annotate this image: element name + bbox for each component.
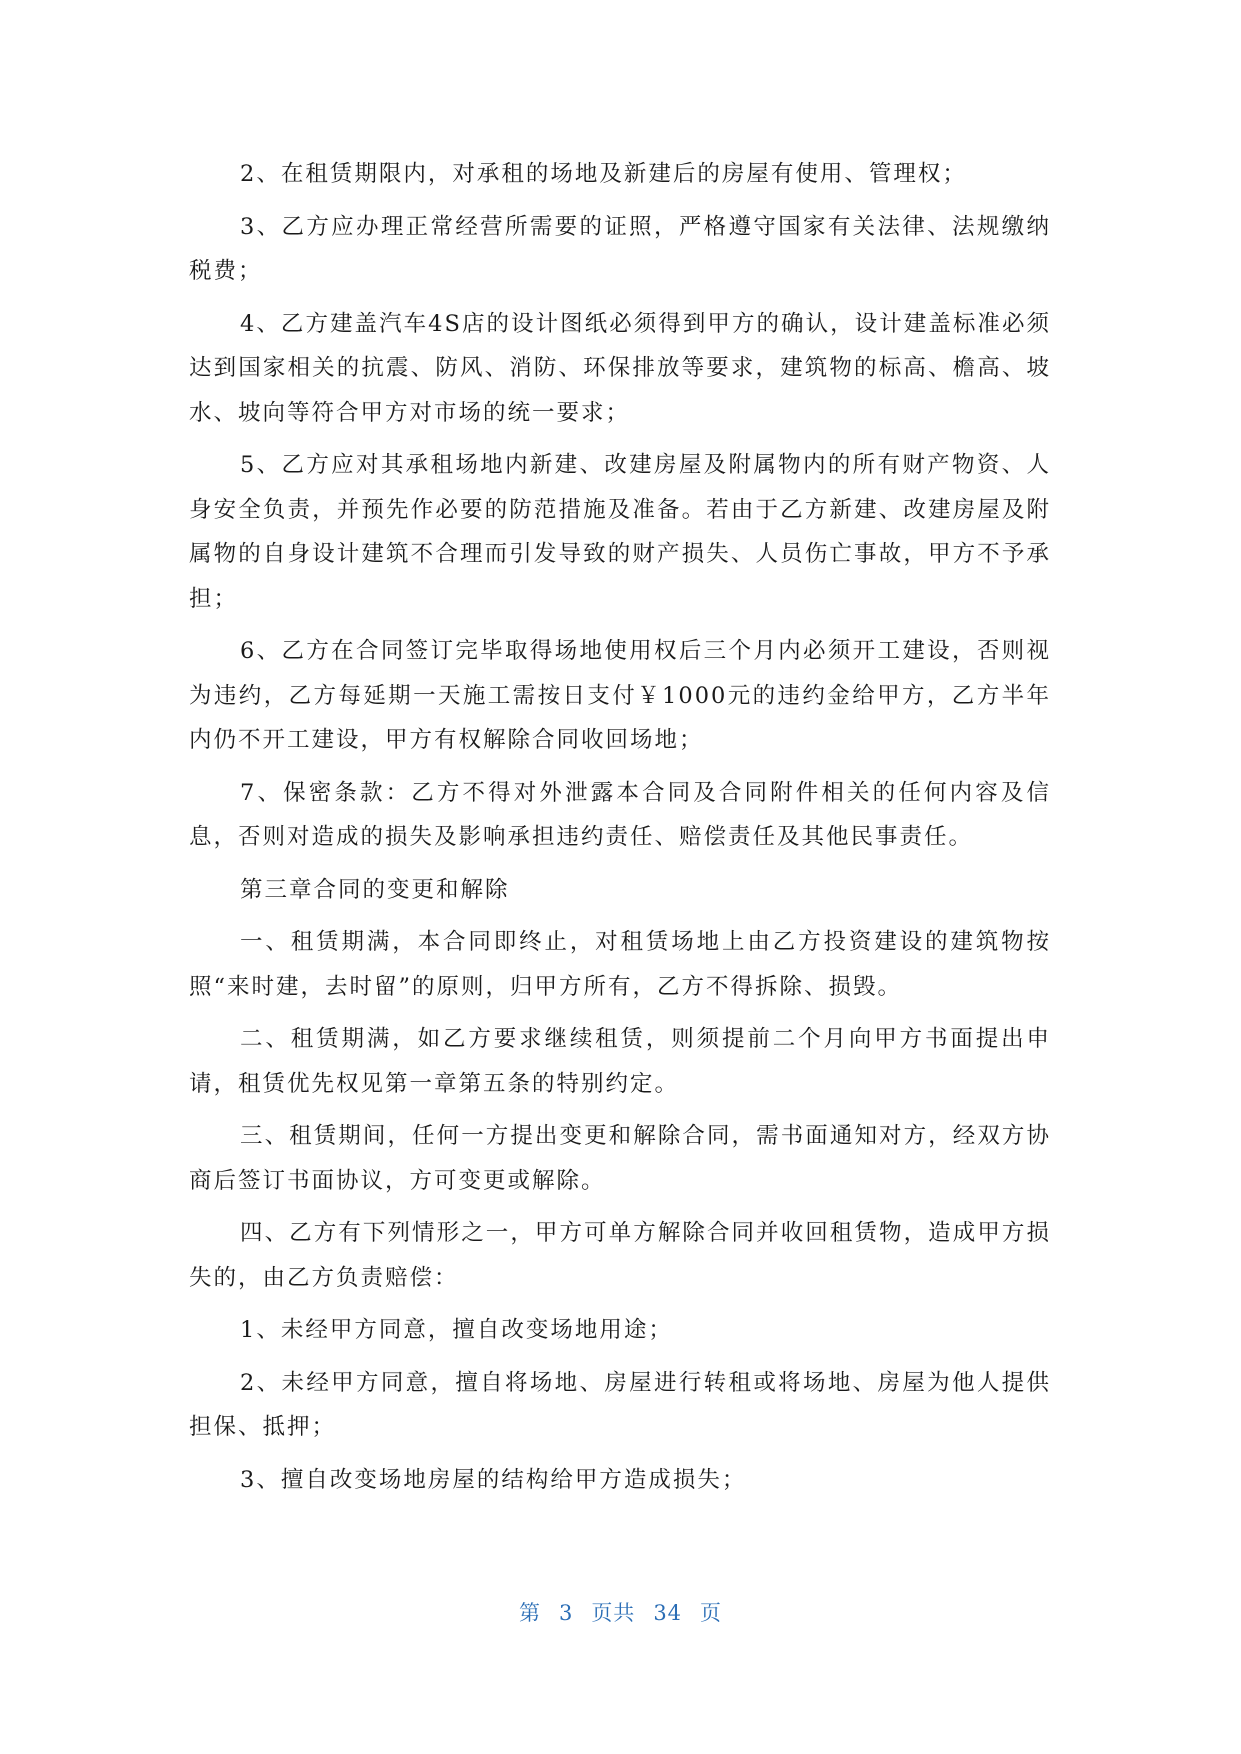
paragraph-safety-responsibility: 5、乙方应对其承租场地内新建、改建房屋及附属物内的所有财产物资、人身安全负责，并预先作必要的防范措施及准备。若由于乙方新建、改建房屋及附属物的自身设计建筑不合理而引发导致的财产损失、人员伤亡事故，甲方不予承担；	[189, 452, 1051, 612]
footer-total-pages: 34	[653, 1601, 683, 1625]
paragraph-lease-expiry: 一、租赁期满，本合同即终止，对租赁场地上由乙方投资建设的建筑物按照“来时建，去时留”的原则，归甲方所有，乙方不得拆除、损毁。	[189, 929, 1051, 1000]
footer-prefix: 第	[518, 1601, 541, 1625]
paragraph-confidentiality: 7、保密条款：乙方不得对外泄露本合同及合同附件相关的任何内容及信息，否则对造成的损失及影响承担违约责任、赔偿责任及其他民事责任。	[189, 779, 1051, 850]
paragraph-lease-renewal: 二、租赁期满，如乙方要求继续租赁，则须提前二个月向甲方书面提出申请，租赁优先权见第一章第五条的特别约定。	[189, 1026, 1051, 1097]
paragraph-design-approval: 4、乙方建盖汽车4S店的设计图纸必须得到甲方的确认，设计建盖标准必须达到国家相关的抗震、防风、消防、环保排放等要求，建筑物的标高、檐高、坡水、坡向等符合甲方对市场的统一要求；	[189, 310, 1051, 426]
page-footer	[0, 1597, 1241, 1627]
footer-middle: 页共	[591, 1601, 636, 1625]
paragraph-contract-change: 三、租赁期间，任何一方提出变更和解除合同，需书面通知对方，经双方协商后签订书面协议，方可变更或解除。	[189, 1123, 1051, 1194]
paragraph-licenses-taxes: 3、乙方应办理正常经营所需要的证照，严格遵守国家有关法律、法规缴纳税费；	[189, 213, 1051, 284]
footer-suffix: 页	[700, 1601, 723, 1625]
paragraph-usage-rights: 2、在租赁期限内，对承租的场地及新建后的房屋有使用、管理权；	[240, 161, 967, 187]
list-item-structure-change: 3、擅自改变场地房屋的结构给甲方造成损失；	[240, 1466, 747, 1493]
paragraph-termination-conditions: 四、乙方有下列情形之一，甲方可单方解除合同并收回租赁物，造成甲方损失的，由乙方负责赔偿：	[189, 1220, 1051, 1291]
footer-current-page: 3	[558, 1601, 574, 1625]
paragraph-construction-deadline: 6、乙方在合同签订完毕取得场地使用权后三个月内必须开工建设，否则视为违约，乙方每延期一天施工需按日支付￥1000元的违约金给甲方，乙方半年内仍不开工建设，甲方有权解除合同收回场地；	[189, 638, 1051, 753]
list-item-sublease: 2、未经甲方同意，擅自将场地、房屋进行转租或将场地、房屋为他人提供担保、抵押；	[189, 1369, 1051, 1440]
document-body	[189, 152, 1051, 1510]
list-item-change-use: 1、未经甲方同意，擅自改变场地用途；	[240, 1317, 673, 1343]
chapter-heading: 第三章合同的变更和解除	[240, 876, 510, 903]
